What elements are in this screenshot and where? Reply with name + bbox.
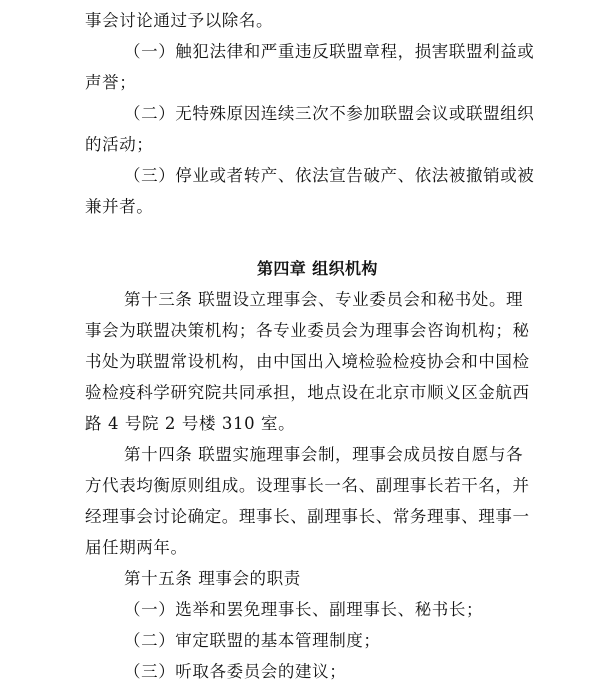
duty-item-3: （三）听取各委员会的建议；	[124, 662, 347, 681]
text-line: 的活动；	[85, 135, 154, 154]
text-line: 方代表均衡原则组成。设理事长一名、副理事长若干名，并	[85, 476, 530, 495]
text-line: 事会为联盟决策机构；各专业委员会为理事会咨询机构；秘	[85, 321, 530, 340]
article-15-line: 第十五条 理事会的职责	[124, 569, 301, 588]
list-item-1: （一）触犯法律和严重违反联盟章程，损害联盟利益或	[124, 42, 535, 61]
text-line: 路 4 号院 2 号楼 310 室。	[85, 414, 296, 433]
article-13-line: 第十三条 联盟设立理事会、专业委员会和秘书处。理	[124, 290, 524, 309]
list-item-2: （二）无特殊原因连续三次不参加联盟会议或联盟组织	[124, 104, 535, 123]
list-item-3: （三）停业或者转产、依法宣告破产、依法被撤销或被	[124, 166, 535, 185]
duty-item-2: （二）审定联盟的基本管理制度；	[124, 631, 381, 650]
text-line: 书处为联盟常设机构，由中国出入境检验检疫协会和中国检	[85, 352, 530, 371]
duty-item-1: （一）选举和罢免理事长、副理事长、秘书长；	[124, 600, 484, 619]
chapter-heading: 第四章 组织机构	[257, 259, 378, 278]
text-line: 届任期两年。	[85, 538, 188, 557]
text-line: 声誉；	[85, 73, 137, 92]
text-line: 验检疫科学研究院共同承担，地点设在北京市顺义区金航西	[85, 383, 530, 402]
text-line: 经理事会讨论确定。理事长、副理事长、常务理事、理事一	[85, 507, 530, 526]
text-line: 兼并者。	[85, 197, 154, 216]
text-line: 事会讨论通过予以除名。	[85, 11, 274, 30]
article-14-line: 第十四条 联盟实施理事会制，理事会成员按自愿与各	[124, 445, 524, 464]
